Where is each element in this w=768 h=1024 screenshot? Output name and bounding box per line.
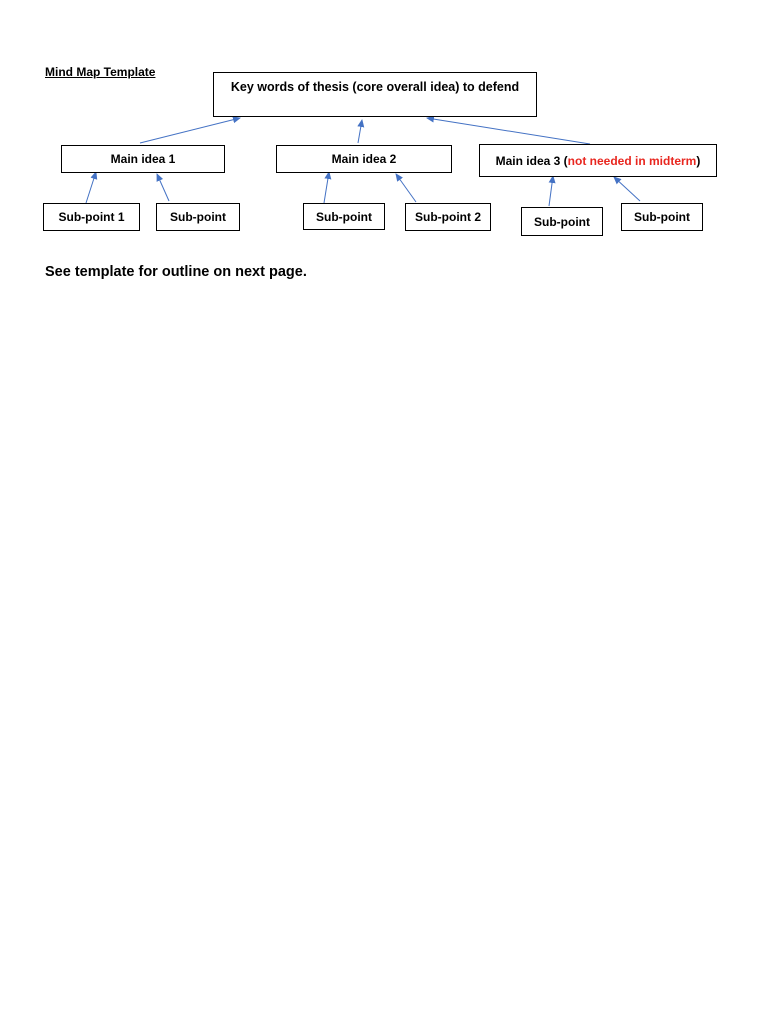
sub-point-label: Sub-point <box>316 209 372 224</box>
arrow-main-3-to-thesis <box>427 118 590 144</box>
arrow-sub-1-to-main-1 <box>86 172 96 203</box>
arrow-main-1-to-thesis <box>140 118 240 143</box>
main-idea-2-label: Main idea 2 <box>331 152 397 166</box>
sub-point-box <box>521 207 603 236</box>
main-idea-3-box <box>479 144 717 177</box>
main-idea-2-box <box>276 145 452 173</box>
sub-point-label: Sub-point 1 <box>58 210 125 224</box>
sub-point-label: Sub-point 2 <box>415 210 481 224</box>
arrow-sub-2-to-main-1 <box>157 174 169 201</box>
sub-point-box <box>303 203 385 230</box>
arrow-sub-6-to-main-3 <box>614 177 640 201</box>
main-idea-3-label <box>496 154 701 168</box>
arrow-sub-5-to-main-3 <box>549 176 553 206</box>
sub-point-label: Sub-point <box>170 210 226 224</box>
main-idea-3-label-suffix: ) <box>696 153 701 168</box>
sub-point-box <box>405 203 491 231</box>
sub-point-label: Sub-point <box>634 210 690 224</box>
next-page-note: See template for outline on next page. <box>45 264 307 280</box>
sub-point-box <box>156 203 240 231</box>
main-idea-1-label: Main idea 1 <box>110 152 176 166</box>
arrow-sub-3-to-main-2 <box>324 172 329 203</box>
sub-point-box <box>621 203 703 231</box>
main-idea-3-label-prefix: Main idea 3 ( <box>495 153 568 168</box>
thesis-box <box>213 72 537 117</box>
sub-point-box <box>43 203 140 231</box>
main-idea-3-label-highlight: not needed in midterm <box>567 153 697 168</box>
main-idea-1-box <box>61 145 225 173</box>
arrow-main-2-to-thesis <box>358 120 362 143</box>
page-heading: Mind Map Template <box>45 65 156 79</box>
sub-point-label: Sub-point <box>534 214 590 229</box>
arrow-sub-4-to-main-2 <box>396 174 416 202</box>
thesis-label: Key words of thesis (core overall idea) to defend <box>230 80 520 94</box>
